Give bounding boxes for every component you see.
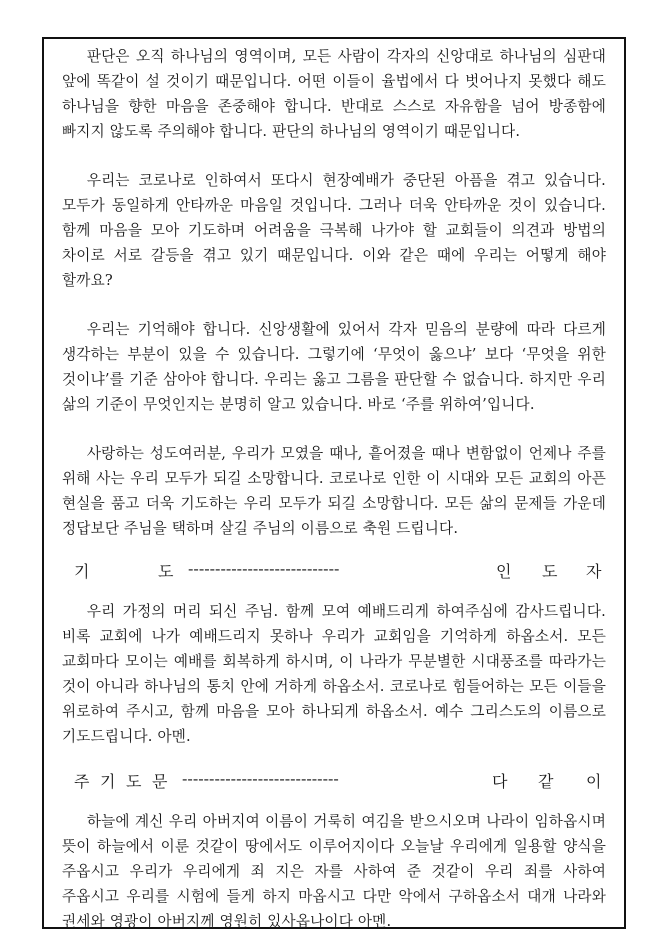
sermon-paragraph-4: 사랑하는 성도여러분, 우리가 모였을 때나, 흩어졌을 때나 변함없이 언제나 주를 위해 사는 우리 모두가 되길 소망합니다. 코로나로 인한 이 시대와 모든 교회의 아픈 현실을 품고 더욱 기도하는 우리 모두가 되길 소망합니다. 모든 삶의 문제들 가운데 정답보단 주님을 택하며 살길 주님의 이름으로 축원 드립니다. xyxy=(62,445,606,537)
prayer-heading xyxy=(62,555,606,585)
prayer-heading-char-2: 도 xyxy=(158,562,174,581)
lords-prayer-heading xyxy=(62,765,606,795)
lords-prayer-heading-char-2: 기 xyxy=(100,772,116,791)
prayer-text: 우리 가정의 머리 되신 주님. 함께 모여 예배드리게 하여주심에 감사드립니다. 비록 교회에 나가 예배드리지 못하나 우리가 교회임을 기억하게 하옵소서. 모든 교회마다 모이는 예배를 회복하게 하시며, 이 나라가 무분별한 시대풍조를 따라가는 것이 아니라 하나님의 통치 안에 거하게 하옵소서. 코로나로 힘들어하는 모든 이들을 위로하여 주시고, 함께 마음을 모아 하나되게 하옵소서. 예수 그리스도의 이름으로 기도드립니다. 아멘. xyxy=(62,603,606,745)
sermon-paragraph-2: 우리는 코로나로 인하여서 또다시 현장예배가 중단된 아픔을 겪고 있습니다. 모두가 동일하게 안타까운 마음일 것입니다. 그러나 더욱 안타까운 것이 있습니다. 함께 마음을 모아 기도하며 어려움을 극복해 나가야 할 교회들이 의견과 방법의 차이로 서로 갈등을 겪고 있기 때문입니다. 이와 같은 때에 우리는 어떻게 해야 할까요? xyxy=(62,172,606,289)
prayer-leader-char-1: 인 xyxy=(496,562,512,581)
prayer-leader-char-2: 도 xyxy=(542,562,558,581)
all-together-char-1: 다 xyxy=(492,772,508,791)
all-together-char-3: 이 xyxy=(586,772,602,791)
sermon-paragraph-1: 판단은 오직 하나님의 영역이며, 모든 사람이 각자의 신앙대로 하나님의 심판대 앞에 똑같이 설 것이기 때문입니다. 어떤 이들이 율법에서 다 벗어나지 못했다 해도 하나님을 향한 마음을 존중해야 합니다. 반대로 스스로 자유함을 넘어 방종함에 빠지지 않도록 주의해야 합니다. 판단의 하나님의 영역이기 때문입니다. xyxy=(62,48,606,140)
prayer-heading-char-1: 기 xyxy=(74,562,90,581)
bulletin-content xyxy=(62,44,606,934)
lords-prayer-heading-char-3: 도 xyxy=(126,772,142,791)
lords-prayer-heading-dashes: ----------------------------- xyxy=(182,769,339,788)
prayer-heading-dashes: ---------------------------- xyxy=(188,559,340,578)
lords-prayer-heading-char-4: 문 xyxy=(152,772,168,791)
lords-prayer-heading-char-1: 주 xyxy=(74,772,90,791)
prayer-leader-char-3: 자 xyxy=(586,562,602,581)
lords-prayer-text: 하늘에 계신 우리 아버지여 이름이 거룩히 여김을 받으시오며 나라이 임하옵시며 뜻이 하늘에서 이룬 것같이 땅에서도 이루어지이다 오늘날 우리에게 일용할 양식을 주옵시고 우리가 우리에게 죄 지은 자를 사하여 준 것같이 우리 죄를 사하여 주옵시고 우리를 시험에 들게 하지 마옵시고 다만 악에서 구하옵소서 대개 나라와 권세와 영광이 아버지께 영원히 있사옵나이다 아멘. xyxy=(62,813,606,930)
sermon-paragraph-3: 우리는 기억해야 합니다. 신앙생활에 있어서 각자 믿음의 분량에 따라 다르게 생각하는 부분이 있을 수 있습니다. 그렇기에 ‘무엇이 옳으냐’ 보다 ‘무엇을 위한 것이냐’를 기준 삼아야 합니다. 우리는 옳고 그름을 판단할 수 없습니다. 하지만 우리 삶의 기준이 무엇인지는 분명히 알고 있습니다. 바로 ‘주를 위하여’입니다. xyxy=(62,321,606,413)
all-together-char-2: 같 xyxy=(538,772,554,791)
